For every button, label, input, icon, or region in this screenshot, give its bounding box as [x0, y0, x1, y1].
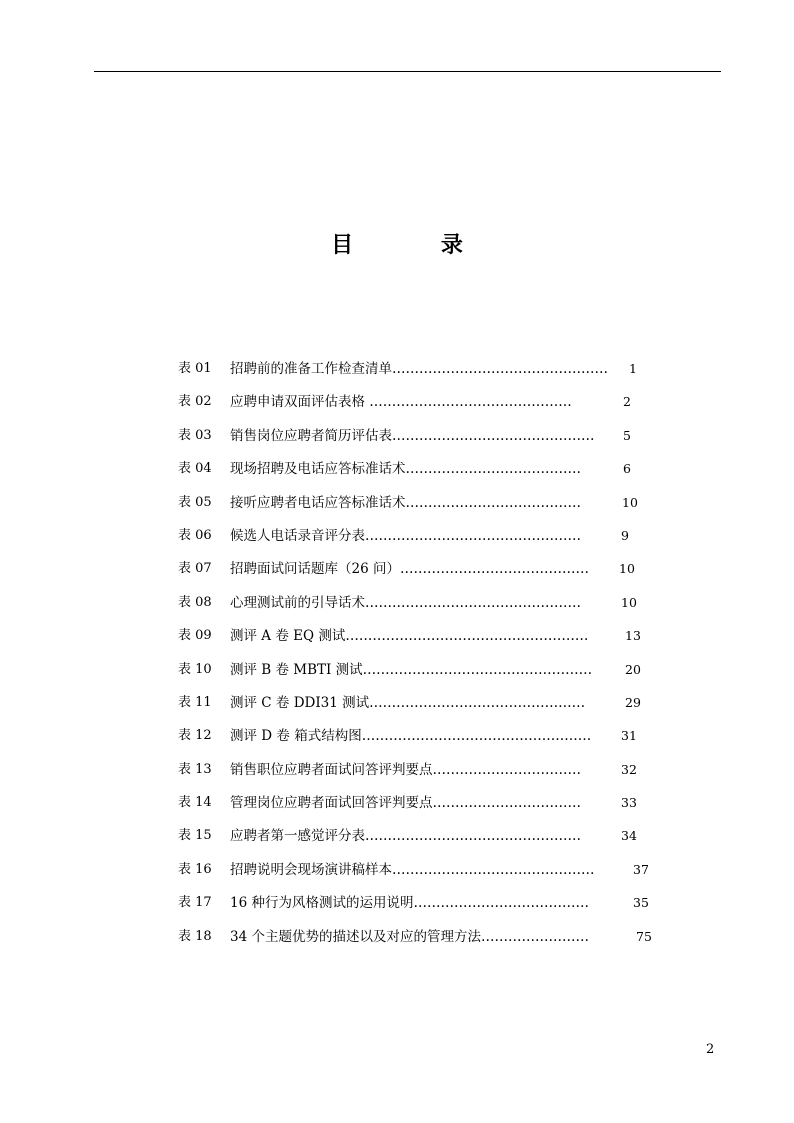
toc-entry-page: 6: [623, 461, 631, 477]
toc-entry[interactable]: [178, 660, 658, 693]
toc-entry-label: 表 02: [178, 394, 212, 410]
toc-entry[interactable]: [178, 559, 658, 592]
toc-entry-title: 测评 B 卷 MBTI 测试……………………………………………: [230, 661, 593, 678]
toc-entry-page: 35: [633, 895, 649, 911]
toc-entry[interactable]: [178, 826, 658, 859]
toc-entry-label: 表 04: [178, 461, 212, 477]
toc-entry-title: 34 个主题优势的描述以及对应的管理方法……………………: [230, 928, 589, 945]
toc-entry-page: 13: [625, 628, 641, 644]
toc-entry[interactable]: [178, 459, 658, 492]
toc-entry-title: 应聘者第一感觉评分表…………………………………………: [230, 828, 581, 845]
toc-entry-label: 表 03: [178, 427, 212, 443]
header-rule: [94, 71, 721, 72]
toc-entry-label: 表 05: [178, 494, 212, 510]
toc-entry[interactable]: [178, 760, 658, 793]
toc-entry-label: 表 07: [178, 561, 212, 577]
toc-entry-title: 销售职位应聘者面试问答评判要点……………………………: [230, 761, 581, 778]
toc-entry-page: 10: [622, 494, 638, 510]
toc-entry-page: 33: [621, 795, 637, 811]
toc-entry-page: 29: [625, 694, 641, 710]
toc-entry-page: 32: [621, 761, 637, 777]
toc-entry-title: 招聘说明会现场演讲稿样本………………………………………: [230, 861, 595, 878]
toc-entry[interactable]: [178, 493, 658, 526]
toc-entry-label: 表 16: [178, 861, 212, 877]
toc-entry-page: 37: [633, 861, 649, 877]
toc-entry-title: 销售岗位应聘者简历评估表………………………………………: [230, 427, 595, 444]
toc-entry[interactable]: [178, 860, 658, 893]
toc-entry-title: 心理测试前的引导话术…………………………………………: [230, 594, 581, 611]
toc-entry-label: 表 10: [178, 661, 212, 677]
toc-entry-title: 16 种行为风格测试的运用说明…………………………………: [230, 895, 589, 912]
toc-entry[interactable]: [178, 593, 658, 626]
toc-entry-title: 现场招聘及电话应答标准话术…………………………………: [230, 461, 581, 478]
toc-entry-page: 10: [621, 594, 637, 610]
toc-entry-page: 1: [629, 361, 637, 376]
toc-entry[interactable]: [178, 392, 658, 425]
toc-entry[interactable]: [178, 927, 658, 960]
toc-entry-page: 75: [636, 928, 652, 944]
toc-entry-page: 5: [623, 427, 631, 443]
toc-entry-title: 测评 A 卷 EQ 测试………………………………………………: [230, 628, 589, 645]
toc-entry-title: 测评 D 卷 箱式结构图……………………………………………: [230, 728, 592, 745]
page-number: 2: [706, 1042, 715, 1057]
toc-entry[interactable]: [178, 693, 658, 726]
toc-entry[interactable]: [178, 793, 658, 826]
toc-entry-page: 2: [623, 394, 631, 410]
toc-entry-label: 表 15: [178, 828, 212, 844]
toc-entry[interactable]: [178, 426, 658, 459]
toc-entry[interactable]: [178, 726, 658, 759]
toc-entry-title: 招聘前的准备工作检查清单…………………………………………: [230, 361, 608, 377]
toc-entry[interactable]: [178, 893, 658, 926]
toc-entry-label: 表 18: [178, 928, 212, 944]
toc-entry-label: 表 13: [178, 761, 212, 777]
toc-entry-label: 表 09: [178, 628, 212, 644]
toc-entry-page: 9: [621, 527, 629, 543]
toc-entry-label: 表 12: [178, 728, 212, 744]
toc-entry-label: 表 06: [178, 527, 212, 543]
toc-entry-page: 31: [621, 728, 637, 744]
toc-entry-page: 10: [619, 561, 635, 577]
toc-entry-title: 测评 C 卷 DDI31 测试…………………………………………: [230, 694, 586, 711]
toc-entry-label: 表 11: [178, 694, 212, 710]
toc-entry-label: 表 08: [178, 594, 212, 610]
toc-entry-title: 接听应聘者电话应答标准话术…………………………………: [230, 494, 581, 511]
toc-entry-label: 表 17: [178, 895, 212, 911]
toc-entry[interactable]: [178, 359, 658, 392]
toc-entry-title: 应聘申请双面评估表格 ………………………………………: [230, 394, 572, 411]
toc-entry-label: 表 14: [178, 795, 212, 811]
toc-entry-title: 管理岗位应聘者面试回答评判要点……………………………: [230, 795, 581, 812]
toc-entry-page: 34: [621, 828, 637, 844]
toc-entry-page: 20: [625, 661, 641, 677]
toc-entry-title: 候选人电话录音评分表…………………………………………: [230, 527, 581, 544]
toc-entry-title: 招聘面试问话题库（26 问）……………………………………: [230, 561, 589, 578]
toc-entry[interactable]: [178, 626, 658, 659]
toc-entry-label: 表 01: [178, 361, 212, 376]
table-of-contents: [178, 359, 658, 960]
toc-entry[interactable]: [178, 526, 658, 559]
page-title: 目 录: [331, 232, 503, 258]
